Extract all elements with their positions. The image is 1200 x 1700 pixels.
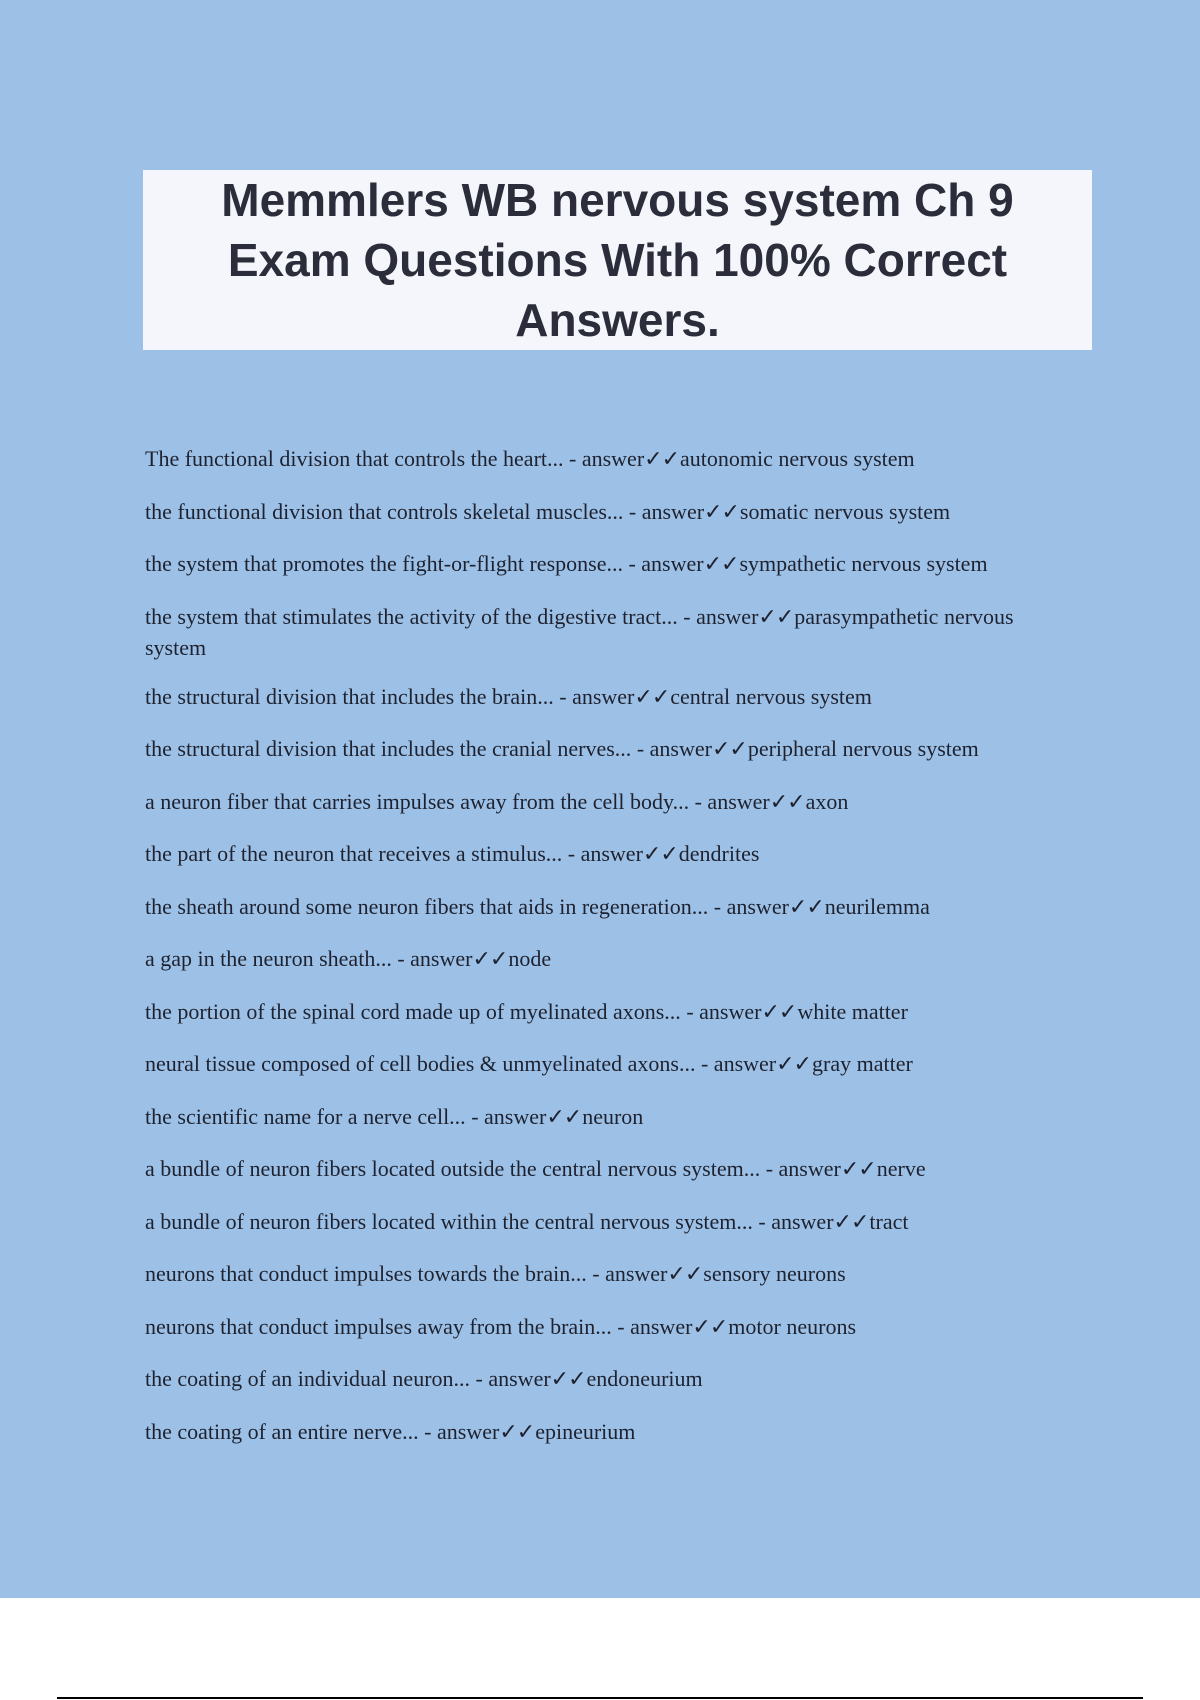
- qa-item: [145, 1259, 1080, 1290]
- qa-item: [145, 734, 1080, 765]
- qa-item: [145, 944, 1080, 975]
- qa-item: [145, 1312, 1080, 1343]
- check-marks-icon: ✓✓: [634, 684, 670, 710]
- qa-item: [145, 787, 1080, 818]
- answer-separator: - answer: [708, 893, 789, 919]
- check-marks-icon: ✓✓: [788, 894, 824, 920]
- question-text: The functional division that controls the heart...: [145, 446, 564, 471]
- qa-item: [145, 1207, 1080, 1238]
- qa-item: [145, 549, 1080, 580]
- question-text: a gap in the neuron sheath...: [145, 946, 392, 971]
- answer-separator: - answer: [418, 1418, 500, 1444]
- answer-separator: - answer: [689, 788, 770, 814]
- answer-text: sympathetic nervous system: [739, 551, 988, 576]
- qa-item: [145, 1364, 1080, 1395]
- check-marks-icon: ✓✓: [472, 947, 508, 972]
- answer-text: parasympathetic nervous system: [145, 603, 1014, 660]
- question-text: the structural division that includes the cranial nerves...: [145, 736, 632, 761]
- check-marks-icon: ✓✓: [833, 1209, 869, 1235]
- qa-item: [145, 1154, 1080, 1185]
- answer-text: gray matter: [812, 1051, 913, 1076]
- answer-text: axon: [805, 788, 849, 814]
- check-marks-icon: ✓✓: [644, 447, 680, 472]
- question-text: the scientific name for a nerve cell...: [145, 1103, 466, 1129]
- answer-text: motor neurons: [728, 1313, 856, 1339]
- question-text: the portion of the spinal cord made up of myelinated axons...: [145, 998, 681, 1024]
- qa-item: [145, 839, 1080, 870]
- check-marks-icon: ✓✓: [758, 604, 794, 630]
- answer-text: sensory neurons: [703, 1261, 846, 1286]
- answer-separator: - answer: [562, 841, 643, 866]
- qa-item: [145, 682, 1080, 713]
- question-text: the system that stimulates the activity of the digestive tract...: [145, 603, 678, 629]
- question-text: the coating of an entire nerve...: [145, 1418, 419, 1444]
- qa-list: [145, 444, 1080, 1469]
- answer-text: central nervous system: [670, 683, 872, 709]
- check-marks-icon: ✓✓: [692, 1314, 728, 1340]
- answer-separator: - answer: [465, 1103, 547, 1129]
- answer-separator: - answer: [677, 603, 759, 629]
- qa-item: [145, 497, 1080, 528]
- answer-separator: - answer: [622, 551, 704, 576]
- check-marks-icon: ✓✓: [704, 499, 739, 525]
- title-box: [143, 170, 1092, 350]
- answer-text: neuron: [582, 1103, 644, 1129]
- check-marks-icon: ✓✓: [642, 842, 678, 867]
- answer-text: nerve: [876, 1156, 926, 1181]
- document-title: Memmlers WB nervous system Ch 9 Exam Questions With 100% Correct Answers.: [221, 174, 1014, 346]
- check-marks-icon: ✓✓: [769, 789, 805, 815]
- check-marks-icon: ✓✓: [546, 1104, 582, 1130]
- check-marks-icon: ✓✓: [499, 1419, 535, 1445]
- check-marks-icon: ✓✓: [711, 737, 747, 762]
- answer-separator: - answer: [631, 736, 712, 761]
- question-text: the functional division that controls skeletal muscles...: [145, 498, 624, 524]
- answer-separator: - answer: [391, 946, 473, 971]
- answer-text: neurilemma: [824, 893, 930, 919]
- answer-separator: - answer: [553, 683, 635, 709]
- check-marks-icon: ✓✓: [667, 1262, 703, 1287]
- qa-item: [145, 1049, 1080, 1080]
- answer-separator: - answer: [760, 1156, 841, 1181]
- answer-separator: - answer: [611, 1313, 693, 1339]
- check-marks-icon: ✓✓: [840, 1157, 876, 1182]
- question-text: a neuron fiber that carries impulses away from the cell body...: [145, 788, 690, 814]
- check-marks-icon: ✓✓: [703, 552, 739, 577]
- answer-separator: - answer: [680, 998, 762, 1024]
- question-text: the sheath around some neuron fibers that aids in regeneration...: [145, 893, 709, 919]
- question-text: a bundle of neuron fibers located within the central nervous system...: [145, 1208, 753, 1234]
- qa-item: [145, 1417, 1080, 1448]
- qa-item: [145, 602, 1080, 663]
- answer-text: epineurium: [535, 1418, 636, 1444]
- check-marks-icon: ✓✓: [761, 999, 797, 1025]
- question-text: the coating of an individual neuron...: [145, 1366, 471, 1391]
- answer-text: endoneurium: [586, 1366, 703, 1391]
- question-text: neurons that conduct impulses away from the brain...: [145, 1313, 612, 1339]
- question-text: a bundle of neuron fibers located outside the central nervous system...: [145, 1156, 761, 1181]
- answer-separator: - answer: [623, 498, 705, 524]
- answer-separator: - answer: [695, 1051, 777, 1076]
- answer-text: autonomic nervous system: [680, 446, 915, 471]
- answer-text: white matter: [797, 998, 908, 1024]
- question-text: neural tissue composed of cell bodies & unmyelinated axons...: [145, 1051, 696, 1076]
- answer-separator: - answer: [752, 1208, 834, 1234]
- qa-item: [145, 1102, 1080, 1133]
- answer-text: node: [508, 946, 552, 971]
- question-text: neurons that conduct impulses towards the brain...: [145, 1261, 587, 1286]
- check-marks-icon: ✓✓: [776, 1052, 811, 1077]
- question-text: the system that promotes the fight-or-flight response...: [145, 551, 623, 576]
- answer-text: dendrites: [678, 841, 760, 866]
- footer-divider: [57, 1697, 1143, 1699]
- qa-item: [145, 997, 1080, 1028]
- answer-separator: - answer: [470, 1366, 551, 1391]
- answer-text: tract: [869, 1208, 909, 1234]
- question-text: the part of the neuron that receives a stimulus...: [145, 841, 563, 866]
- answer-separator: - answer: [563, 446, 645, 471]
- check-marks-icon: ✓✓: [550, 1367, 586, 1392]
- question-text: the structural division that includes the brain...: [145, 683, 554, 709]
- answer-text: somatic nervous system: [739, 498, 951, 524]
- qa-item: [145, 444, 1080, 475]
- answer-separator: - answer: [586, 1261, 668, 1286]
- answer-text: peripheral nervous system: [747, 736, 979, 761]
- qa-item: [145, 892, 1080, 923]
